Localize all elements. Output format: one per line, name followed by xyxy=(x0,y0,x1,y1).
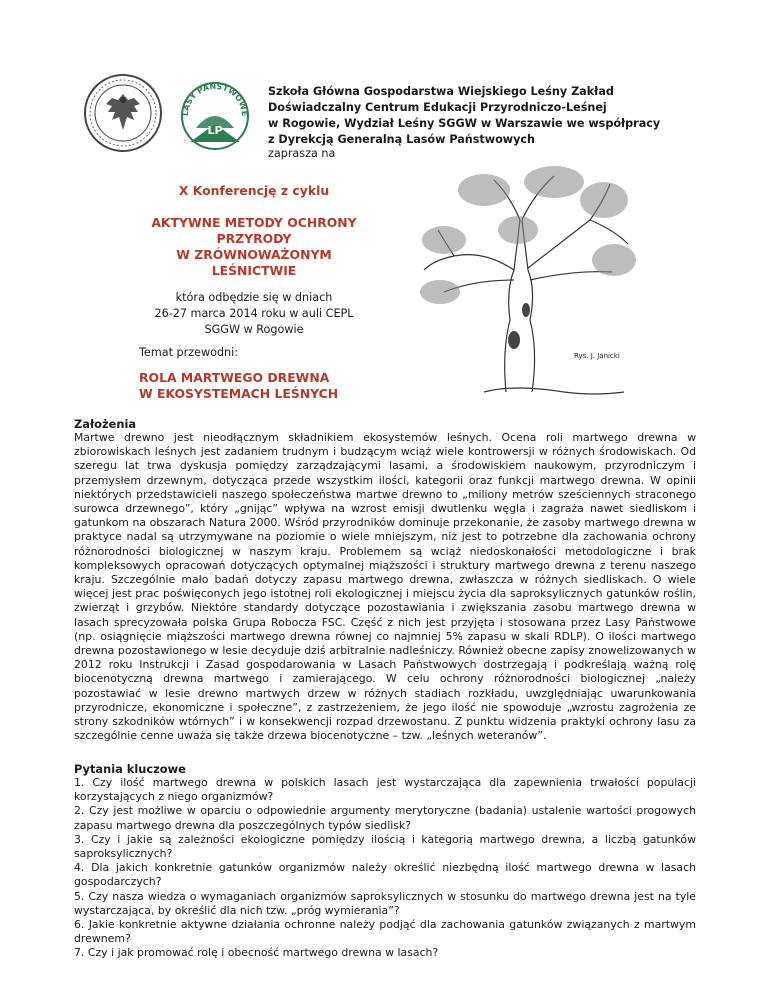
date-line: 26-27 marca 2014 roku w auli CEPL xyxy=(154,307,354,320)
header-logos xyxy=(82,72,260,154)
theme-title-line: W EKOSYSTEMACH LEŚNYCH xyxy=(139,386,339,401)
theme-title-line: ROLA MARTWEGO DREWNA xyxy=(139,370,330,385)
organizer-line: w Rogowie, Wydział Leśny SGGW w Warszawie we współpracy xyxy=(268,117,661,130)
conference-title-line: AKTYWNE METODY OCHRONY xyxy=(151,215,357,230)
assumptions-title: Założenia xyxy=(74,417,137,431)
list-item: 7. Czy i jak promować rolę i obecność martwego drewna w lasach? xyxy=(74,946,439,960)
list-item: 2. Czy jest możliwe w oparciu o odpowiednie argumenty merytoryczne (badania) ustalenie wartości progowych zapasu martwego drewna dla poszczególnych typów siedlisk? xyxy=(74,804,696,832)
list-item: 5. Czy nasza wiedza o wymaganiach organizmów saproksylicznych w stosunku do martwego drewna jest na tyle wystarczająca, by określić dla nich tzw. „próg wymierania”? xyxy=(74,889,696,917)
conference-title xyxy=(104,215,404,279)
invite-text: zaprasza na xyxy=(268,147,336,160)
organizer-block xyxy=(268,84,748,148)
list-item: 6. Jakie konkretnie aktywne działania ochronne należy podjąć dla zachowania gatunków związanych z martwym drewnem? xyxy=(74,918,696,946)
questions-title: Pytania kluczowe xyxy=(74,762,186,776)
conference-date xyxy=(104,290,404,338)
illustration-caption: Rys. J. Janicki xyxy=(574,352,620,360)
list-item: 1. Czy ilość martwego drewna w polskich lasach jest wystarczająca dla zapewnienia trwałości populacji korzystających z niego organizmów? xyxy=(74,776,696,804)
theme-title xyxy=(139,370,338,402)
date-line: która odbędzie się w dniach xyxy=(175,291,333,304)
list-item: 3. Czy i jakie są zależności ekologiczne pomiędzy ilością i kategorią martwego drewna, a liczbą gatunków saproksylicznych? xyxy=(74,832,696,861)
theme-label: Temat przewodni: xyxy=(139,346,239,359)
sggw-eagle-seal-icon xyxy=(82,72,164,154)
questions-list xyxy=(74,776,696,961)
logo-lp-text: LASY PAŃSTWOWE xyxy=(180,81,250,117)
conference-label: X Konferencję z cyklu xyxy=(178,183,330,198)
organizer-line: Szkoła Główna Gospodarstwa Wiejskiego Leśny Zakład xyxy=(268,85,614,98)
organizer-line: Doświadczalny Centrum Edukacji Przyrodniczo-Leśnej xyxy=(268,101,607,114)
conference-title-line: PRZYRODY xyxy=(216,231,292,246)
assumptions-text: Martwe drewno jest nieodłącznym składnikiem ekosystemów leśnych. Ocena roli martwego drewna w zbiorowiskach leśnych jest zadaniem trudnym i budzącym wciąż wiele kontrowersji w różnych środowiskach. Od szeregu lat trwa dyskusja pomiędzy zarządzającymi lasami, a środowiskiem naukowym, przyrodniczym i przemysłem drzewnym, dotycząca przede wszystkim ilości, kategorii oraz funkcji martwego drewna. W opinii niektórych przedstawicieli naszego społeczeństwa martwe drewno to „miliony metrów sześciennych straconego surowca drzewnego”, który „gnijąc” wpływa na wzrost emisji dwutlenku węgla i zagraża nawet siedliskom i gatunkom na obszarach Natura 2000. Wśród przyrodników dominuje przekonanie, że zasoby martwego drewna w praktyce nadal są utrzymywane na poziomie o wiele mniejszym, niż jest to potrzebne dla zachowania ochrony różnorodności biologicznej w naszym kraju. Problemem są wciąż niedoskonałości metodologiczne i brak kompleksowych opracowań dotyczących optymalnej miąższości i struktury martwego drewna z terenu naszego kraju. Szczególnie mało badań dotyczy zapasu martwego drewna, zwłaszcza w różnych siedliskach. O wiele więcej jest prac poświęconych jego istotnej roli ekologicznej i miejscu życia dla saproksylicznych gatunków roślin, zwierząt i grzybów. Niektóre standardy dotyczące pozostawiania i zwiększania zasobu martwego drewna w lasach sprecyzowała polska Grupa Robocza FSC. Część z nich jest przyjęta i stosowana przez Lasy Państwowe (np. osiągnięcie miąższości martwego drewna równej co najmniej 5% zapasu w skali RDLP). O ilości martwego drewna pozostawionego w lesie decyduje dziś arbitralnie nadleśniczy. Również obecne zapisy znowelizowanych w 2012 roku Instrukcji i Zasad gospodarowania w Lasach Państwowych dostrzegają i podkreślają ważną rolę biocenotyczną drewna martwego i zamierającego. W celu ochrony różnorodności biologicznej „należy pozostawiać w lesie drewno martwych drzew w różnych stadiach rozkładu, uwzględniając uwarunkowania przyrodnicze, ekonomiczne i społeczne”, z zastrzeżeniem, że jego ilość nie spowoduje „wzrostu zagrożenia ze strony szkodników wtórnych” i w konsekwencji rozpad drzewostanu. Z punktu widzenia praktyki ochrony lasu za szczególnie cenne uważa się także drzewa biocenotyczne – tzw. „leśnych weteranów”. xyxy=(74,431,696,743)
list-item: 4. Dla jakich konkretnie gatunków organizmów należy określić niezbędną ilość martwego drewna w lasach gospodarczych? xyxy=(74,861,696,889)
svg-text:LASY PAŃSTWOWE xyxy=(181,80,249,117)
logo-lp-abbrev: LP xyxy=(207,124,223,137)
tree-illustration xyxy=(414,160,640,404)
conference-title-line: LEŚNICTWIE xyxy=(211,263,297,278)
organizer-line: z Dyrekcją Generalną Lasów Państwowych xyxy=(268,133,535,146)
conference-title-line: W ZRÓWNOWAŻONYM xyxy=(176,247,332,262)
lasy-panstwowe-logo-icon xyxy=(174,72,256,154)
date-line: SGGW w Rogowie xyxy=(204,323,304,336)
